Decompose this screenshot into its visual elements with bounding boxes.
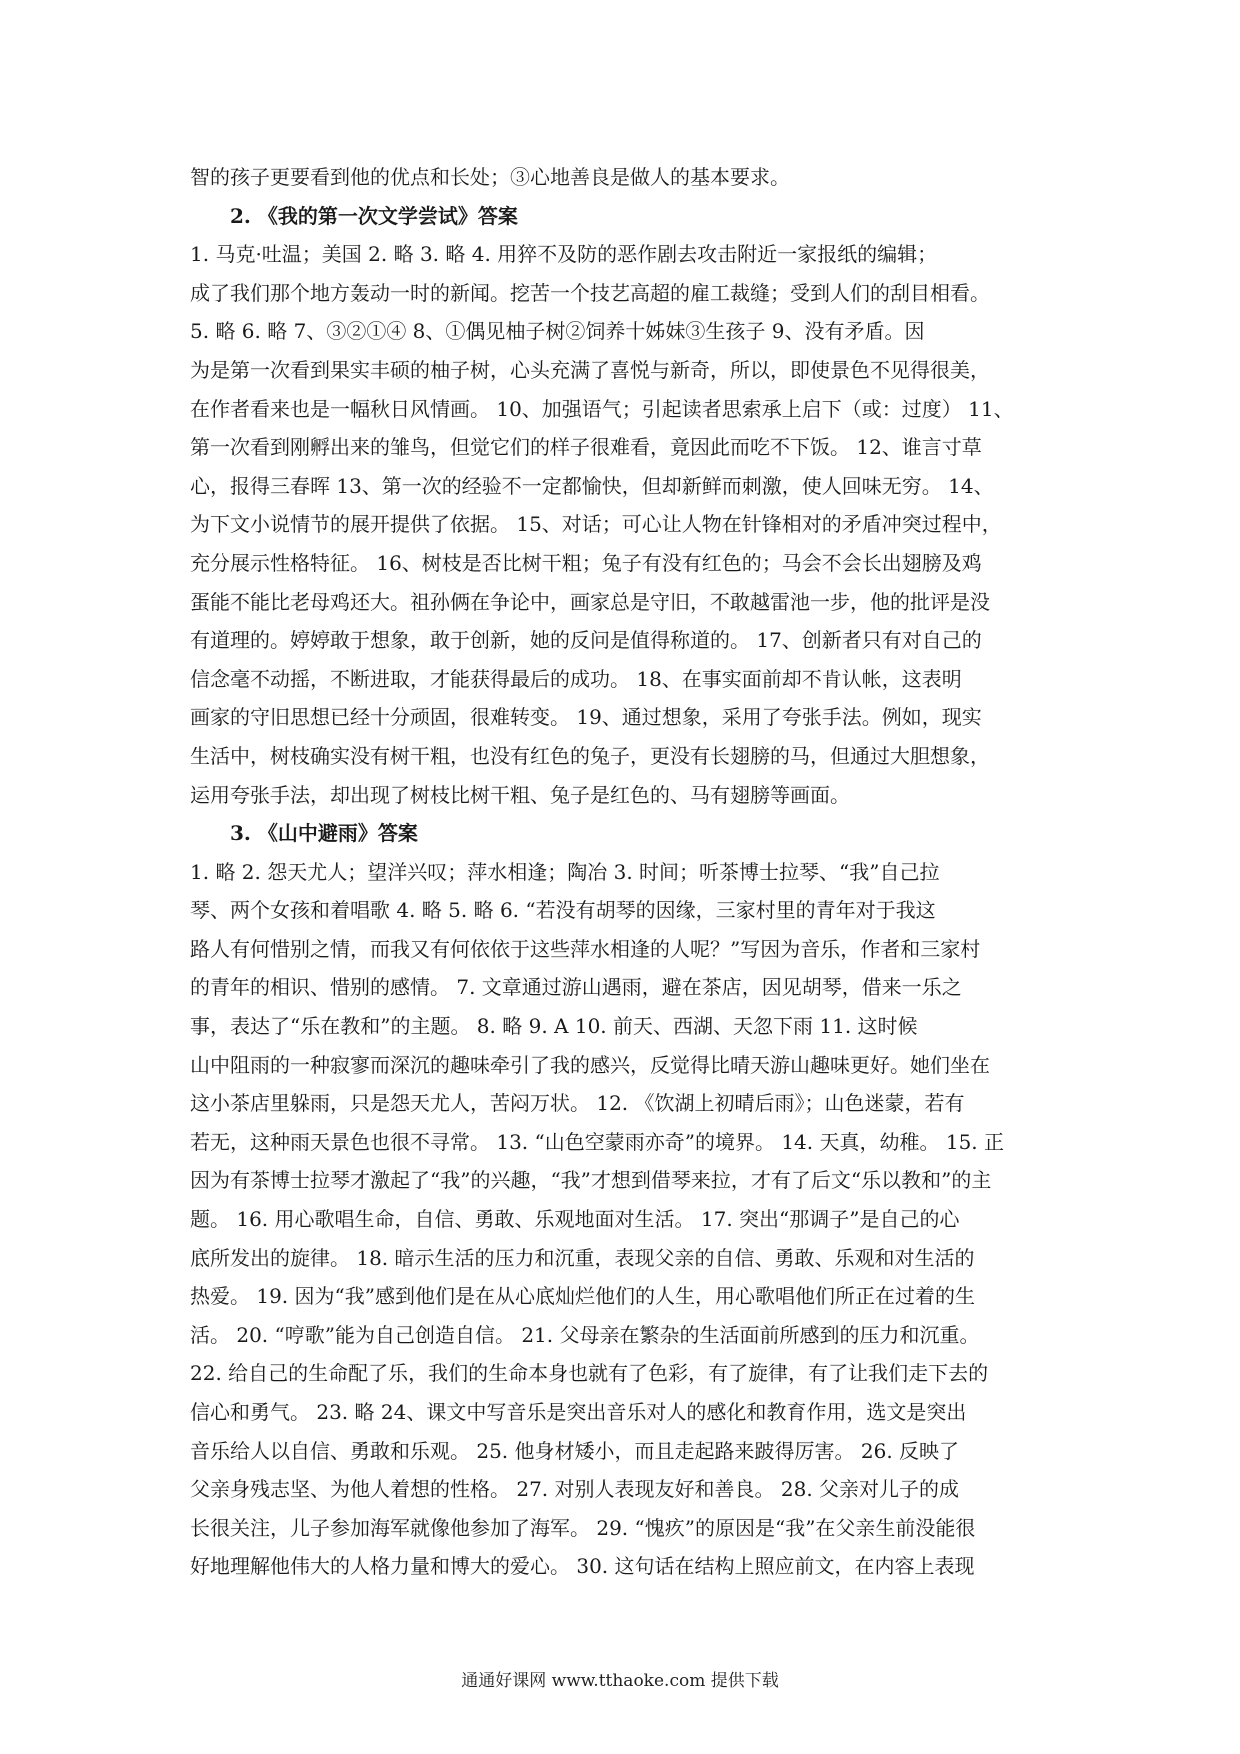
text-line: 山中阻雨的一种寂寥而深沉的趣味牵引了我的感兴，反觉得比晴天游山趣味更好。她们坐在 bbox=[190, 1052, 990, 1077]
text-line: 好地理解他伟大的人格力量和博大的爱心。 30. 这句话在结构上照应前文，在内容上表现 bbox=[190, 1554, 975, 1579]
text-line: 的青年的相识、惜别的感情。 7. 文章通过游山遇雨，避在茶店，因见胡琴，借来一乐之 bbox=[190, 975, 962, 1000]
text-line: 成了我们那个地方轰动一时的新闻。挖苦一个技艺高超的雇工裁缝；受到人们的刮目相看。 bbox=[190, 280, 990, 305]
text-line: 信心和勇气。 23. 略 24、课文中写音乐是突出音乐对人的感化和教育作用，选文是突出 bbox=[190, 1400, 967, 1424]
section-heading: 2. 《我的第一次文学尝试》答案 bbox=[230, 203, 518, 228]
text-line: 音乐给人以自信、勇敢和乐观。 25. 他身材矮小，而且走起路来跛得厉害。 26. 反映了 bbox=[190, 1438, 960, 1463]
text-line: 心，报得三春晖 13、第一次的经验不一定都愉快，但却新鲜而刺激，使人回味无穷。 14、 bbox=[190, 473, 994, 498]
text-line: 5. 略 6. 略 7、③②①④ 8、①偶见柚子树②饲养十姊妹③生孩子 9、没有矛盾。因 bbox=[190, 319, 925, 344]
text-line: 画家的守旧思想已经十分顽固，很难转变。 19、通过想象，采用了夸张手法。例如，现实 bbox=[190, 705, 982, 730]
text-line: 这小茶店里躲雨，只是怨天尤人，苦闷万状。 12. 《饮湖上初晴后雨》；山色迷蒙，若有 bbox=[190, 1091, 965, 1116]
text-line: 琴、两个女孩和着唱歌 4. 略 5. 略 6. “若没有胡琴的因缘，三家村里的青年对于我这 bbox=[190, 898, 936, 923]
text-line: 底所发出的旋律。 18. 暗示生活的压力和沉重，表现父亲的自信、勇敢、乐观和对生活的 bbox=[190, 1245, 975, 1270]
text-line: 第一次看到刚孵出来的雏鸟，但觉它们的样子很难看，竟因此而吃不下饭。 12、谁言寸草 bbox=[190, 435, 982, 460]
text-line: 1. 略 2. 怨天尤人；望洋兴叹；萍水相逢；陶冶 3. 时间；听茶博士拉琴、“我”自己拉 bbox=[190, 859, 940, 884]
text-line: 事，表达了“乐在教和”的主题。 8. 略 9. A 10. 前天、西湖、天忽下雨 11. 这时候 bbox=[190, 1014, 918, 1039]
text-line: 在作者看来也是一幅秋日风情画。 10、加强语气；引起读者思索承上启下（或：过度） 11、 bbox=[190, 396, 1014, 421]
text-line: 若无，这种雨天景色也很不寻常。 13. “山色空蒙雨亦奇”的境界。 14. 天真，幼稚。 15. 正 bbox=[190, 1129, 1005, 1154]
text-line: 活。 20. “哼歌”能为自己创造自信。 21. 父母亲在繁杂的生活面前所感到的压力和沉重。 bbox=[190, 1322, 980, 1347]
text-line: 运用夸张手法，却出现了树枝比树干粗、兔子是红色的、马有翅膀等画面。 bbox=[190, 782, 850, 807]
text-line: 有道理的。婷婷敢于想象，敢于创新，她的反问是值得称道的。 17、创新者只有对自己的 bbox=[190, 628, 982, 653]
document-body bbox=[190, 158, 1056, 1586]
text-line: 蛋能不能比老母鸡还大。祖孙俩在争论中，画家总是守旧，不敢越雷池一步，他的批评是没 bbox=[190, 589, 990, 614]
text-line: 题。 16. 用心歌唱生命，自信、勇敢、乐观地面对生活。 17. 突出“那调子”是自己的心 bbox=[190, 1207, 960, 1232]
text-line: 父亲身残志坚、为他人着想的性格。 27. 对别人表现友好和善良。 28. 父亲对儿子的成 bbox=[190, 1477, 960, 1502]
text-line: 充分展示性格特征。 16、树枝是否比树干粗；兔子有没有红色的；马会不会长出翅膀及鸡 bbox=[190, 550, 982, 575]
text-line: 长很关注，儿子参加海军就像他参加了海军。 29. “愧疚”的原因是“我”在父亲生前没能很 bbox=[190, 1515, 976, 1540]
text-line: 为下文小说情节的展开提供了依据。 15、对话；可心让人物在针锋相对的矛盾冲突过程中， bbox=[190, 512, 1002, 537]
text-line: 因为有茶博士拉琴才激起了“我”的兴趣，“我”才想到借琴来拉，才有了后文“乐以教和”的主 bbox=[190, 1168, 992, 1193]
text-line: 热爱。 19. 因为“我”感到他们是在从心底灿烂他们的人生，用心歌唱他们所正在过着的生 bbox=[190, 1284, 975, 1309]
text-line: 1. 马克·吐温；美国 2. 略 3. 略 4. 用猝不及防的恶作剧去攻击附近一家报纸的编辑； bbox=[190, 242, 938, 267]
text-line: 智的孩子更要看到他的优点和长处；③心地善良是做人的基本要求。 bbox=[190, 165, 790, 189]
text-line: 路人有何惜别之情，而我又有何依依于这些萍水相逢的人呢？”写因为音乐，作者和三家村 bbox=[190, 936, 981, 961]
text-line: 生活中，树枝确实没有树干粗，也没有红色的兔子，更没有长翅膀的马，但通过大胆想象， bbox=[190, 743, 990, 768]
text-line: 为是第一次看到果实丰硕的柚子树，心头充满了喜悦与新奇，所以，即使景色不见得很美， bbox=[190, 357, 990, 382]
section-heading: 3. 《山中避雨》答案 bbox=[230, 821, 418, 846]
text-line: 信念毫不动摇，不断进取，才能获得最后的成功。 18、在事实面前却不肯认帐，这表明 bbox=[190, 666, 962, 691]
text-line: 22. 给自己的生命配了乐，我们的生命本身也就有了色彩，有了旋律，有了让我们走下去的 bbox=[190, 1361, 989, 1386]
page-footer: 通通好课网 www.tthaoke.com 提供下载 bbox=[461, 1671, 779, 1691]
